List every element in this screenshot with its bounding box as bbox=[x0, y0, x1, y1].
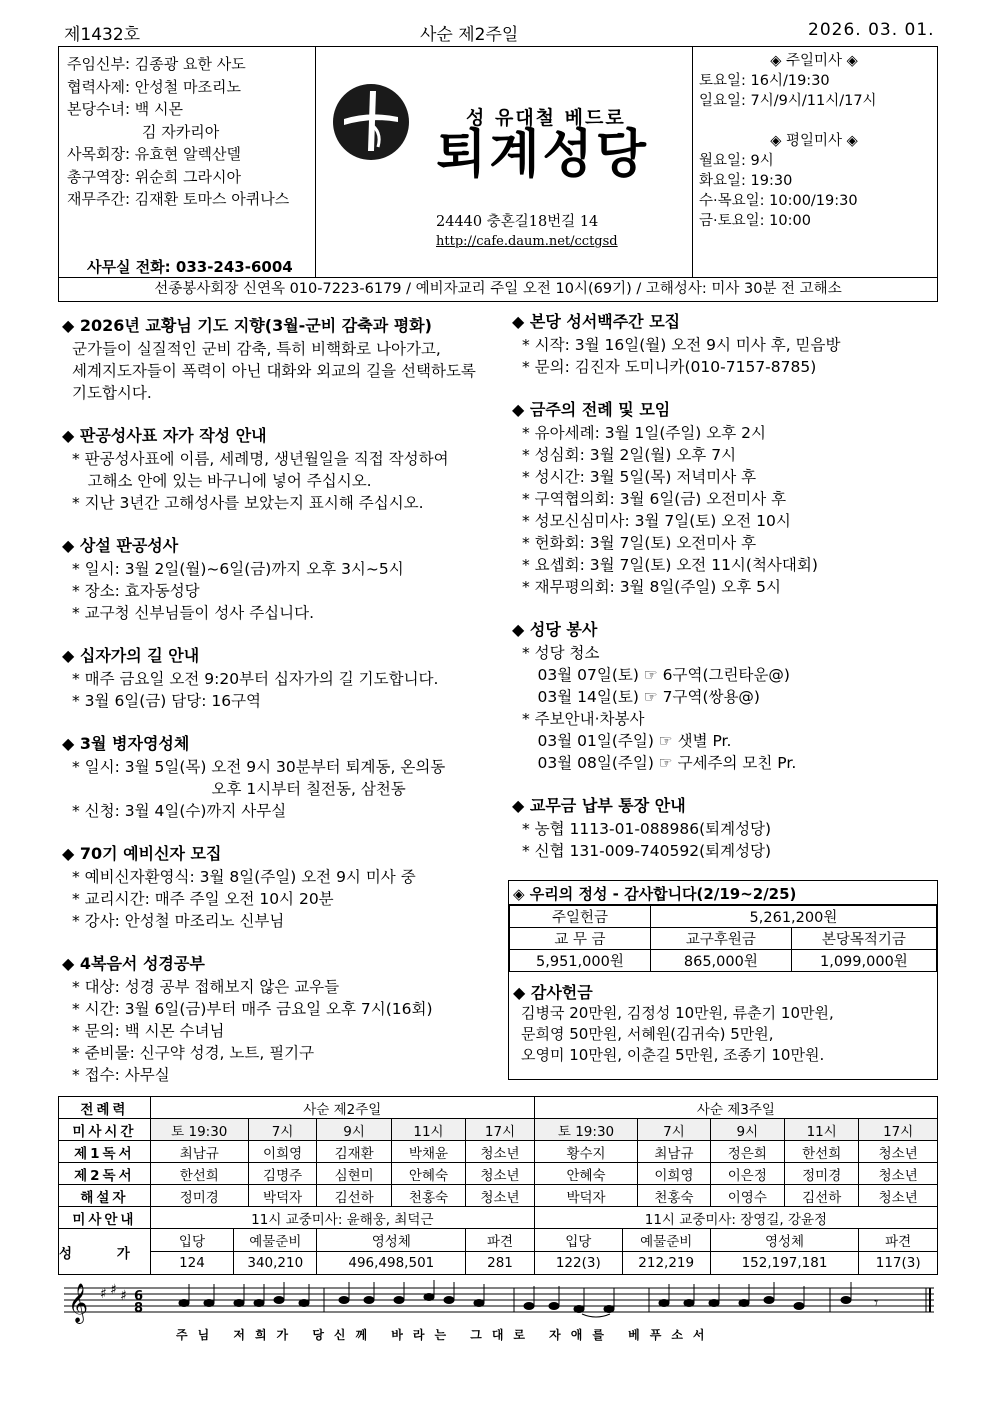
commentator-label: 해설자 bbox=[59, 1185, 151, 1207]
section-line: * 3월 6일(금) 담당: 16구역 bbox=[72, 692, 262, 710]
section-line: * 접수: 사무실 bbox=[72, 1066, 170, 1084]
offering-table bbox=[509, 905, 937, 972]
weekday-mass-row: 수·목요일: 10:00/19:30 bbox=[699, 193, 858, 209]
section-line: * 강사: 안성철 마조리노 신부님 bbox=[72, 912, 285, 930]
staff-list bbox=[59, 47, 316, 277]
weekday-mass-title: ◈ 평일미사 ◈ bbox=[770, 133, 858, 149]
choir-header: 영성체 bbox=[710, 1229, 859, 1252]
staff-row: 김 자카리아 bbox=[67, 122, 220, 141]
choir-header: 예물준비 bbox=[640, 1234, 693, 1250]
section-confession-form bbox=[62, 424, 502, 514]
name-cell: 한선희 bbox=[785, 1141, 859, 1163]
hymn-lyrics: 주님 저희가 당신께 바라는 그대로 자애를 베푸소서 bbox=[176, 1328, 715, 1342]
section-line: * 장소: 효자동성당 bbox=[72, 582, 200, 600]
staff-row: 본당수녀: 백 시몬 bbox=[67, 100, 184, 118]
liturgical-sunday: 사순 제2주일 bbox=[420, 25, 519, 45]
section-line: * 성당 청소 bbox=[522, 644, 600, 662]
section-line: 오후 1시부터 칠전동, 삼천동 bbox=[72, 780, 406, 798]
church-address: 24440 충혼길18번길 14 bbox=[436, 214, 599, 230]
section-line: * 매주 금요일 오전 9:20부터 십자가의 길 기도합니다. bbox=[72, 670, 439, 688]
name-cell: 정미경 bbox=[150, 1185, 248, 1207]
section-line: * 교리시간: 매주 주일 오전 10시 20분 bbox=[72, 890, 334, 908]
section-line: * 시작: 3월 16일(월) 오전 9시 미사 후, 믿음방 bbox=[522, 336, 841, 354]
thanks-line: 김병국 20만원, 김정성 10만원, 류춘기 10만원, bbox=[521, 1004, 834, 1022]
name-cell: 심현미 bbox=[317, 1163, 391, 1185]
section-bank-accounts bbox=[512, 794, 937, 862]
name-cell: 황수지 bbox=[534, 1141, 637, 1163]
offering-title: ◈ 우리의 정성 - 감사합니다(2/19~2/25) bbox=[509, 881, 937, 905]
choir-header: 파견 bbox=[466, 1229, 535, 1252]
section-title: ◆ 2026년 교황님 기도 지향(3월-군비 감축과 평화) bbox=[62, 316, 432, 335]
calendar-label: 전례력 bbox=[59, 1097, 151, 1119]
section-church-service bbox=[512, 618, 937, 774]
hymn-number: 122(3) bbox=[535, 1252, 622, 1274]
section-line: * 성시간: 3월 5일(목) 저녁미사 후 bbox=[522, 468, 757, 486]
section-line: * 요셉회: 3월 7일(토) 오전 11시(척사대회) bbox=[522, 556, 818, 574]
section-line: * 헌화회: 3월 7일(토) 오전미사 후 bbox=[522, 534, 757, 552]
cafe-link[interactable]: http://cafe.daum.net/cctgsd bbox=[436, 234, 618, 249]
svg-text:8: 8 bbox=[134, 1301, 144, 1316]
section-line: * 예비신자환영식: 3월 8일(주일) 오전 9시 미사 중 bbox=[72, 868, 416, 886]
section-title: ◆ 본당 성서백주간 모집 bbox=[512, 312, 681, 331]
section-bible-study bbox=[62, 952, 502, 1086]
offering-header: 교구후원금 bbox=[650, 928, 791, 950]
reader1-label: 제1독서 bbox=[59, 1141, 151, 1163]
issue-number: 제1432호 bbox=[64, 25, 141, 45]
section-line: * 성심회: 3월 2일(월) 오후 7시 bbox=[522, 446, 737, 464]
choir-header: 영성체 bbox=[317, 1229, 466, 1252]
time-cell: 11시 bbox=[785, 1119, 859, 1141]
sunday-offering-label: 주일헌금 bbox=[510, 906, 651, 928]
section-catechumen bbox=[62, 842, 502, 932]
section-line: 03월 14일(토) ☞ 7구역(쌍용@) bbox=[522, 688, 760, 706]
section-stations-of-cross bbox=[62, 644, 502, 712]
sunday-offering-value: 5,261,200원 bbox=[650, 906, 936, 928]
name-cell: 김명주 bbox=[248, 1163, 317, 1185]
name-cell: 이희영 bbox=[248, 1141, 317, 1163]
section-line: * 대상: 성경 공부 접해보지 않은 교우들 bbox=[72, 978, 340, 996]
section-line: * 유아세례: 3월 1일(주일) 오후 2시 bbox=[522, 424, 766, 442]
name-cell: 안혜숙 bbox=[391, 1163, 465, 1185]
staff-row: 재무주간: 김재환 토마스 아퀴나스 bbox=[67, 190, 290, 208]
time-cell: 17시 bbox=[859, 1119, 938, 1141]
volunteer-info-bar: 선종봉사회장 신연옥 010-7223-6179 / 예비자교리 주일 오전 10시(69기) / 고해성사: 미사 30분 전 고해소 bbox=[58, 278, 938, 302]
guide-week2: 11시 교중미사: 장영길, 강윤정 bbox=[534, 1207, 937, 1229]
section-confession-schedule bbox=[62, 534, 502, 624]
choir-header: 입당 bbox=[535, 1229, 622, 1251]
week1-title: 사순 제2주일 bbox=[150, 1097, 534, 1119]
office-phone: 사무실 전화: 033-243-6004 bbox=[87, 258, 293, 276]
section-line: 03월 07일(토) ☞ 6구역(그린타운@) bbox=[522, 666, 790, 684]
thanks-line: 문희영 50만원, 서혜원(김귀숙) 5만원, bbox=[521, 1025, 774, 1043]
staff-row: 주임신부: 김종광 요한 사도 bbox=[67, 55, 246, 73]
svg-text:𝄞: 𝄞 bbox=[68, 1283, 89, 1323]
offering-value: 865,000원 bbox=[650, 950, 791, 972]
svg-text:6: 6 bbox=[134, 1289, 144, 1304]
section-line: * 구역협의회: 3월 6일(금) 오전미사 후 bbox=[522, 490, 787, 508]
name-cell: 청소년 bbox=[466, 1163, 535, 1185]
staff-row: 총구역장: 위순희 그라시아 bbox=[67, 167, 241, 186]
section-line: * 지난 3년간 고해성사를 보았는지 표시해 주십시오. bbox=[72, 494, 424, 512]
weekday-mass-row: 화요일: 19:30 bbox=[699, 173, 793, 189]
time-cell: 토 19:30 bbox=[150, 1119, 248, 1141]
name-cell: 최남규 bbox=[638, 1141, 710, 1163]
name-cell: 이희영 bbox=[638, 1163, 710, 1185]
name-cell: 김선하 bbox=[785, 1185, 859, 1207]
offering-value: 1,099,000원 bbox=[791, 950, 936, 972]
hymn-number: 496,498,501 bbox=[317, 1252, 466, 1275]
section-line: * 주보안내·차봉사 bbox=[522, 710, 645, 728]
section-line: * 교구청 신부님들이 성사 주십니다. bbox=[72, 604, 315, 622]
name-cell: 청소년 bbox=[466, 1141, 535, 1163]
hymn-number: 212,219 bbox=[638, 1255, 695, 1271]
section-line: * 준비물: 신구약 성경, 노트, 필기구 bbox=[72, 1044, 315, 1062]
name-cell: 정미경 bbox=[785, 1163, 859, 1185]
choir-header: 파견 bbox=[859, 1229, 938, 1252]
section-title: ◆ 십자가의 길 안내 bbox=[62, 646, 200, 665]
sunday-mass-title: ◈ 주일미사 ◈ bbox=[770, 53, 858, 69]
reader2-label: 제2독서 bbox=[59, 1163, 151, 1185]
time-cell: 토 19:30 bbox=[534, 1119, 637, 1141]
section-line: 세계지도자들이 폭력이 아닌 대화와 외교의 길을 선택하도록 bbox=[72, 362, 476, 380]
time-cell: 11시 bbox=[391, 1119, 465, 1141]
time-cell: 7시 bbox=[248, 1119, 317, 1141]
svg-text:♯: ♯ bbox=[110, 1282, 117, 1298]
section-title: ◆ 상설 판공성사 bbox=[62, 536, 179, 555]
name-cell: 박덕자 bbox=[534, 1185, 637, 1207]
church-name: 퇴계성당 bbox=[436, 125, 649, 185]
svg-text:♯: ♯ bbox=[120, 1288, 127, 1304]
name-cell: 청소년 bbox=[859, 1163, 938, 1185]
thanks-title: ◆ 감사헌금 bbox=[513, 983, 593, 1002]
section-line: 군가들이 실질적인 군비 감축, 특히 비핵화로 나아가고, bbox=[72, 340, 441, 358]
staff-row: 사목회장: 유효현 알렉산델 bbox=[67, 145, 241, 163]
hymn-number: 340,210 bbox=[247, 1255, 304, 1271]
section-line: * 신협 131-009-740592(퇴계성당) bbox=[522, 842, 772, 860]
section-line: 03월 08일(주일) ☞ 구세주의 모친 Pr. bbox=[522, 754, 797, 772]
section-title: ◆ 3월 병자영성체 bbox=[62, 734, 190, 753]
section-title: ◆ 교무금 납부 통장 안내 bbox=[512, 796, 686, 815]
section-line: * 신청: 3월 4일(수)까지 사무실 bbox=[72, 802, 287, 820]
header-box bbox=[58, 46, 938, 278]
offering-box bbox=[508, 880, 938, 1080]
section-bible-hundred-weeks bbox=[512, 310, 937, 378]
weekday-mass-row: 금·토요일: 10:00 bbox=[699, 213, 811, 229]
svg-text:♯: ♯ bbox=[100, 1286, 107, 1302]
choir-header: 예물준비 bbox=[249, 1234, 302, 1250]
section-pope-intention bbox=[62, 314, 502, 404]
name-cell: 천홍숙 bbox=[638, 1185, 710, 1207]
hymn-number: 124 bbox=[151, 1252, 234, 1274]
time-cell: 7시 bbox=[638, 1119, 710, 1141]
name-cell: 최남규 bbox=[150, 1141, 248, 1163]
name-cell: 청소년 bbox=[859, 1185, 938, 1207]
time-cell: 17시 bbox=[466, 1119, 535, 1141]
sunday-mass-row: 토요일: 16시/19:30 bbox=[699, 73, 830, 89]
liturgy-schedule-table bbox=[58, 1096, 938, 1275]
time-cell: 9시 bbox=[317, 1119, 391, 1141]
weekday-mass-row: 월요일: 9시 bbox=[699, 153, 774, 169]
section-title: ◆ 성당 봉사 bbox=[512, 620, 598, 639]
section-line: * 문의: 김진자 도미니카(010-7157-8785) bbox=[522, 358, 817, 376]
svg-text:𝄾: 𝄾 bbox=[874, 1293, 879, 1312]
section-title: ◆ 판공성사표 자가 작성 안내 bbox=[62, 426, 267, 445]
sunday-mass-row: 일요일: 7시/9시/11시/17시 bbox=[699, 93, 877, 109]
time-cell: 9시 bbox=[710, 1119, 784, 1141]
hymn-number: 281 bbox=[466, 1252, 535, 1275]
section-line: 고해소 안에 있는 바구니에 넣어 주십시오. bbox=[72, 472, 372, 490]
section-line: * 문의: 백 시몬 수녀님 bbox=[72, 1022, 225, 1040]
offering-header: 교 무 금 bbox=[510, 928, 651, 950]
section-line: * 성모신심미사: 3월 7일(토) 오전 10시 bbox=[522, 512, 791, 530]
name-cell: 안혜숙 bbox=[534, 1163, 637, 1185]
church-subtitle: 성 유대철 베드로 bbox=[466, 107, 626, 129]
section-title: ◆ 4복음서 성경공부 bbox=[62, 954, 205, 973]
section-line: 기도합시다. bbox=[72, 384, 152, 402]
offering-header: 본당목적기금 bbox=[791, 928, 936, 950]
thanks-line: 오영미 10만원, 이춘길 5만원, 조종기 10만원. bbox=[521, 1046, 825, 1064]
section-title: ◆ 70기 예비신자 모집 bbox=[62, 844, 222, 863]
name-cell: 청소년 bbox=[859, 1141, 938, 1163]
section-line: * 재무평의회: 3월 8일(주일) 오후 5시 bbox=[522, 578, 781, 596]
name-cell: 이은정 bbox=[710, 1163, 784, 1185]
hymn-number: 152,197,181 bbox=[710, 1252, 859, 1275]
church-logo-block bbox=[316, 47, 692, 277]
name-cell: 박덕자 bbox=[248, 1185, 317, 1207]
choir-label: 성 가 bbox=[59, 1229, 151, 1275]
section-line: * 일시: 3월 2일(월)~6일(금)까지 오후 3시~5시 bbox=[72, 560, 404, 578]
section-sick-communion bbox=[62, 732, 502, 822]
week2-title: 사순 제3주일 bbox=[534, 1097, 937, 1119]
section-title: ◆ 금주의 전례 및 모임 bbox=[512, 400, 671, 419]
name-cell: 이영수 bbox=[710, 1185, 784, 1207]
guide-week1: 11시 교중미사: 윤해웅, 최덕근 bbox=[150, 1207, 534, 1229]
guide-label: 미사안내 bbox=[59, 1207, 151, 1229]
staff-row: 협력사제: 안성철 마조리노 bbox=[67, 77, 241, 96]
name-cell: 정은희 bbox=[710, 1141, 784, 1163]
section-line: 03월 01일(주일) ☞ 샛별 Pr. bbox=[522, 732, 732, 750]
name-cell: 김재환 bbox=[317, 1141, 391, 1163]
section-line: * 판공성사표에 이름, 세례명, 생년월일을 직접 작성하여 bbox=[72, 450, 449, 468]
name-cell: 한선희 bbox=[150, 1163, 248, 1185]
name-cell: 청소년 bbox=[466, 1185, 535, 1207]
bulletin-date: 2026. 03. 01. bbox=[808, 20, 935, 40]
name-cell: 천홍숙 bbox=[391, 1185, 465, 1207]
mass-times bbox=[692, 47, 937, 277]
offering-value: 5,951,000원 bbox=[510, 950, 651, 972]
section-line: * 농협 1113-01-088986(퇴계성당) bbox=[522, 820, 772, 838]
time-label: 미사시간 bbox=[59, 1119, 151, 1141]
name-cell: 김선하 bbox=[317, 1185, 391, 1207]
choir-header: 입당 bbox=[151, 1229, 234, 1251]
name-cell: 박채윤 bbox=[391, 1141, 465, 1163]
cross-emblem-icon bbox=[330, 81, 412, 163]
section-line: * 일시: 3월 5일(목) 오전 9시 30분부터 퇴계동, 온의동 bbox=[72, 758, 446, 776]
section-line: * 시간: 3월 6일(금)부터 매주 금요일 오후 7시(16회) bbox=[72, 1000, 433, 1018]
section-weekly-events bbox=[512, 398, 937, 598]
hymn-number: 117(3) bbox=[859, 1252, 938, 1275]
